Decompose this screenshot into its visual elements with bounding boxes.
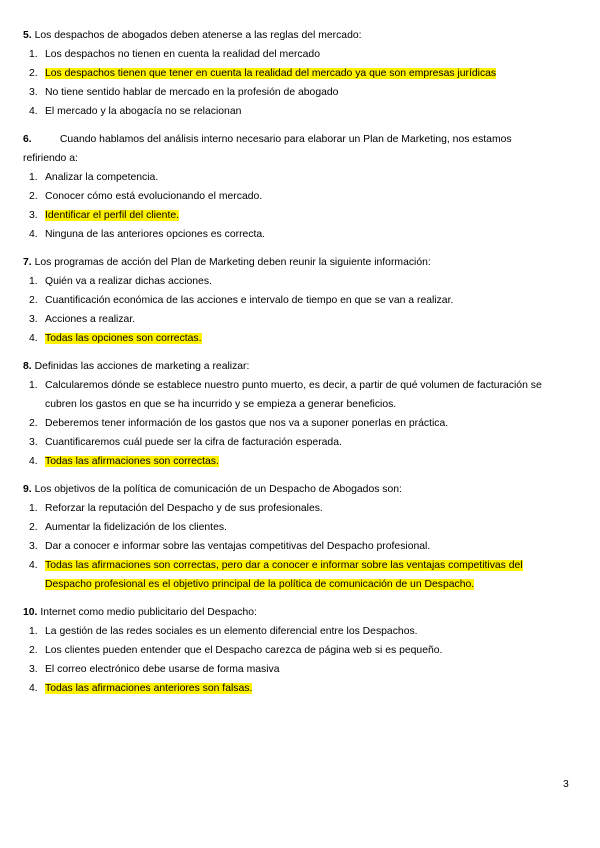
option-text: Cuantificaremos cuál puede ser la cifra de facturación esperada. [45, 437, 342, 448]
answer-option-highlighted [23, 679, 543, 698]
question-statement: Los programas de acción del Plan de Marketing deben reunir la siguiente información: [34, 257, 431, 268]
option-number: 3. [29, 541, 38, 552]
question-text [23, 26, 543, 45]
option-text: Ninguna de las anteriores opciones es correcta. [45, 229, 266, 240]
option-text: Conocer cómo está evolucionando el mercado. [45, 191, 263, 202]
answer-option [23, 272, 543, 291]
question-number: 10. [23, 607, 38, 618]
option-text: No tiene sentido hablar de mercado en la profesión de abogado [45, 87, 339, 98]
question-block [23, 253, 543, 348]
option-number: 2. [29, 191, 38, 202]
question-block [23, 603, 543, 698]
question-statement: Cuando hablamos del análisis interno necesario para elaborar un Plan de Marketing, nos estamos refiriendo a: [23, 134, 512, 164]
answer-options [23, 376, 543, 471]
option-text: Quién va a realizar dichas acciones. [45, 276, 212, 287]
question-text [23, 130, 543, 168]
answer-options [23, 272, 543, 348]
answer-options [23, 45, 543, 121]
option-text: Reforzar la reputación del Despacho y de sus profesionales. [45, 503, 323, 514]
answer-option [23, 622, 543, 641]
option-number: 2. [29, 645, 38, 656]
option-number: 1. [29, 49, 38, 60]
option-text: Cuantificación económica de las acciones e intervalo de tiempo en que se van a realizar. [45, 295, 454, 306]
option-text: Identificar el perfil del cliente. [45, 210, 179, 221]
option-number: 1. [29, 276, 38, 287]
question-number: 9. [23, 484, 32, 495]
answer-option [23, 168, 543, 187]
answer-option [23, 83, 543, 102]
option-number: 3. [29, 664, 38, 675]
option-number: 4. [29, 106, 38, 117]
option-text: Acciones a realizar. [45, 314, 136, 325]
option-text: Deberemos tener información de los gastos que nos va a suponer ponerlas en práctica. [45, 418, 449, 429]
option-number: 4. [29, 333, 38, 344]
question-statement: Definidas las acciones de marketing a realizar: [34, 361, 250, 372]
answer-option [23, 102, 543, 121]
option-text: El correo electrónico debe usarse de forma masiva [45, 664, 280, 675]
question-text [23, 253, 543, 272]
option-number: 4. [29, 229, 38, 240]
question-block [23, 357, 543, 471]
question-statement: Internet como medio publicitario del Despacho: [40, 607, 257, 618]
question-text [23, 357, 543, 376]
question-number: 8. [23, 361, 32, 372]
answer-option [23, 537, 543, 556]
answer-option [23, 45, 543, 64]
option-text: Todas las afirmaciones son correctas. [45, 456, 219, 467]
option-text: Los clientes pueden entender que el Despacho carezca de página web si es pequeño. [45, 645, 443, 656]
option-number: 4. [29, 683, 38, 694]
answer-option [23, 376, 543, 414]
answer-option-highlighted [23, 206, 543, 225]
question-block [23, 480, 543, 594]
page-number: 3 [563, 779, 569, 790]
option-text: Los despachos tienen que tener en cuenta la realidad del mercado ya que son empresas jurídicas [45, 68, 497, 79]
option-number: 1. [29, 380, 38, 391]
answer-options [23, 168, 543, 244]
option-number: 1. [29, 172, 38, 183]
option-text: La gestión de las redes sociales es un elemento diferencial entre los Despachos. [45, 626, 418, 637]
option-number: 4. [29, 456, 38, 467]
option-number: 2. [29, 418, 38, 429]
answer-options [23, 499, 543, 594]
question-statement: Los objetivos de la política de comunicación de un Despacho de Abogados son: [34, 484, 402, 495]
option-text: Los despachos no tienen en cuenta la realidad del mercado [45, 49, 320, 60]
answer-option [23, 660, 543, 679]
option-number: 1. [29, 626, 38, 637]
question-text [23, 480, 543, 499]
question-block [23, 26, 543, 121]
option-number: 3. [29, 437, 38, 448]
answer-option-highlighted [23, 556, 543, 594]
answer-option [23, 187, 543, 206]
answer-option [23, 641, 543, 660]
answer-option [23, 499, 543, 518]
answer-options [23, 622, 543, 698]
option-number: 3. [29, 87, 38, 98]
answer-option [23, 310, 543, 329]
option-text: Analizar la competencia. [45, 172, 159, 183]
answer-option-highlighted [23, 452, 543, 471]
question-statement: Los despachos de abogados deben atenerse a las reglas del mercado: [34, 30, 362, 41]
question-text [23, 603, 543, 622]
option-text: El mercado y la abogacía no se relacionan [45, 106, 242, 117]
answer-option [23, 291, 543, 310]
option-text: Dar a conocer e informar sobre las ventajas competitivas del Despacho profesional. [45, 541, 431, 552]
question-block [23, 130, 543, 244]
question-number: 5. [23, 30, 32, 41]
option-number: 3. [29, 210, 38, 221]
option-number: 2. [29, 522, 38, 533]
answer-option [23, 518, 543, 537]
answer-option [23, 225, 543, 244]
option-text: Aumentar la fidelización de los clientes. [45, 522, 227, 533]
option-number: 4. [29, 560, 38, 571]
answer-option [23, 414, 543, 433]
option-number: 2. [29, 295, 38, 306]
answer-option-highlighted [23, 329, 543, 348]
option-text: Todas las afirmaciones son correctas, pero dar a conocer e informar sobre las ventajas competitivas del Despacho profesional es el objetivo principal de la política de comunicación de un Despacho. [45, 560, 523, 590]
question-list [23, 26, 543, 698]
option-text: Todas las afirmaciones anteriores son falsas. [45, 683, 253, 694]
option-number: 3. [29, 314, 38, 325]
question-number: 6. [23, 134, 32, 145]
answer-option [23, 433, 543, 452]
option-number: 2. [29, 68, 38, 79]
answer-option-highlighted [23, 64, 543, 83]
option-text: Todas las opciones son correctas. [45, 333, 202, 344]
question-number: 7. [23, 257, 32, 268]
option-number: 1. [29, 503, 38, 514]
option-text: Calcularemos dónde se establece nuestro punto muerto, es decir, a partir de qué volumen de facturación se cubren los gastos en que se ha incurrido y se empieza a generar beneficios. [45, 380, 542, 410]
